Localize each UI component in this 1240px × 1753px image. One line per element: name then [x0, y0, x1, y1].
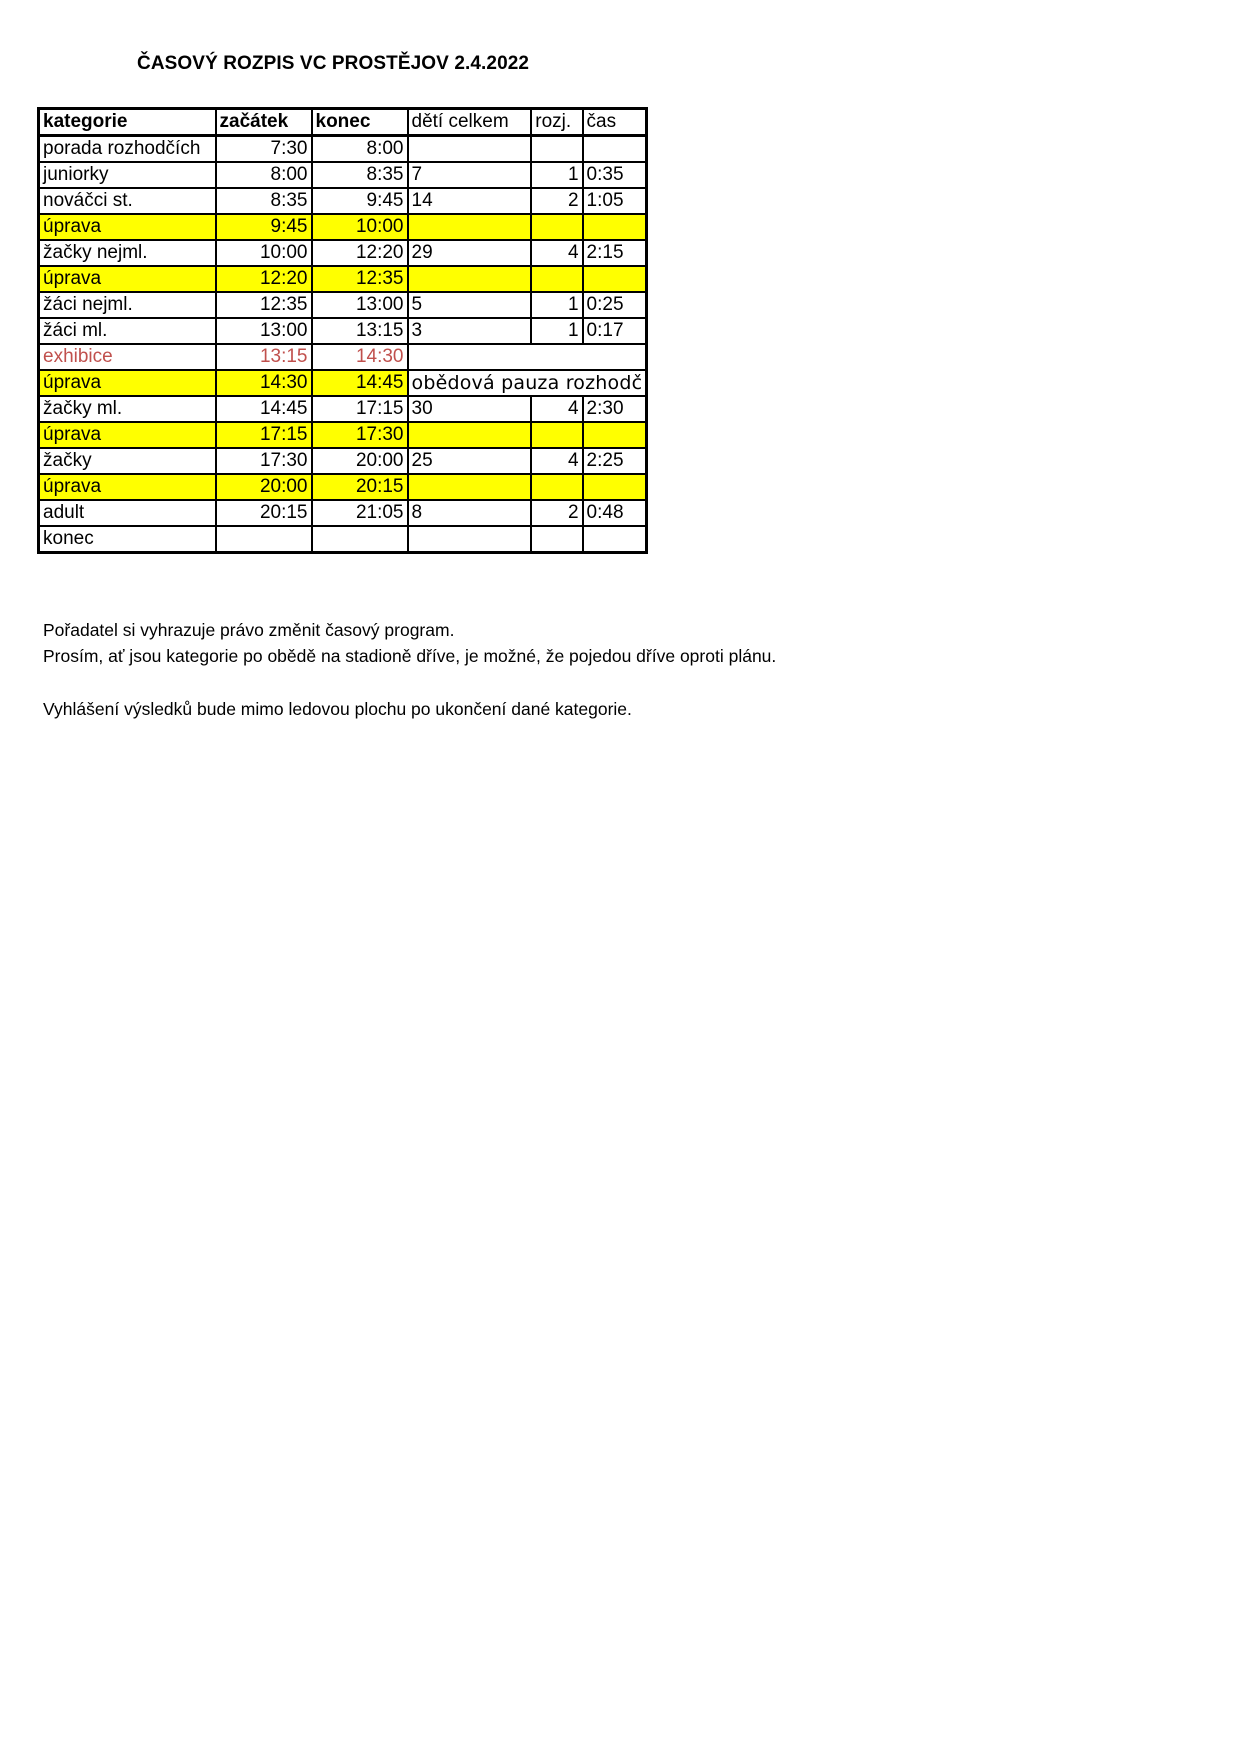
- table-row-highlighted: [39, 370, 647, 396]
- cell-end: 17:30: [312, 422, 408, 448]
- cell-kids: [408, 526, 532, 553]
- cell-start: 9:45: [216, 214, 312, 240]
- note-line: Pořadatel si vyhrazuje právo změnit časový program.: [43, 620, 455, 640]
- cell-rozj: 4: [531, 396, 582, 422]
- header-kids: dětí celkem: [408, 109, 532, 136]
- table-row: [39, 292, 647, 318]
- cell-time: 0:17: [583, 318, 647, 344]
- note-line: Prosím, ať jsou kategorie po obědě na stadioně dříve, je možné, že pojedou dříve oproti plánu.: [43, 646, 777, 666]
- table-row: [39, 188, 647, 214]
- cell-start: 20:00: [216, 474, 312, 500]
- page-title: ČASOVÝ ROZPIS VC PROSTĚJOV 2.4.2022: [137, 53, 530, 74]
- cell-start: [216, 526, 312, 553]
- cell-time: [583, 266, 647, 292]
- cell-category: žačky nejml.: [39, 240, 216, 266]
- cell-rozj: 4: [531, 240, 582, 266]
- cell-time: 1:05: [583, 188, 647, 214]
- cell-category: žačky: [39, 448, 216, 474]
- cell-start: 14:30: [216, 370, 312, 396]
- header-time: čas: [583, 109, 647, 136]
- cell-kids: 29: [408, 240, 532, 266]
- cell-start: 12:20: [216, 266, 312, 292]
- cell-end: 17:15: [312, 396, 408, 422]
- cell-end: 10:00: [312, 214, 408, 240]
- cell-rozj: 2: [531, 188, 582, 214]
- cell-end: 14:30: [312, 344, 408, 370]
- cell-kids: [408, 422, 532, 448]
- cell-category: nováčci st.: [39, 188, 216, 214]
- table-row: [39, 318, 647, 344]
- cell-rozj: [531, 526, 582, 553]
- cell-rozj: [531, 266, 582, 292]
- header-category: kategorie: [39, 109, 216, 136]
- cell-kids: 8: [408, 500, 532, 526]
- cell-kids: 5: [408, 292, 532, 318]
- cell-start: 13:00: [216, 318, 312, 344]
- cell-rozj: [531, 136, 582, 163]
- cell-kids: [408, 214, 532, 240]
- cell-kids: 14: [408, 188, 532, 214]
- cell-end: 21:05: [312, 500, 408, 526]
- cell-rozj: 4: [531, 448, 582, 474]
- cell-category: úprava: [39, 474, 216, 500]
- cell-rozj: 2: [531, 500, 582, 526]
- cell-kids: [408, 266, 532, 292]
- schedule-table: [37, 107, 648, 554]
- cell-empty-merged: [408, 344, 647, 370]
- cell-category: porada rozhodčích: [39, 136, 216, 163]
- cell-category: konec: [39, 526, 216, 553]
- cell-time: [583, 136, 647, 163]
- cell-time: 2:30: [583, 396, 647, 422]
- cell-start: 17:30: [216, 448, 312, 474]
- cell-start: 10:00: [216, 240, 312, 266]
- cell-kids: 30: [408, 396, 532, 422]
- table-row: [39, 526, 647, 553]
- cell-category: úprava: [39, 422, 216, 448]
- table-row: [39, 500, 647, 526]
- cell-category: exhibice: [39, 344, 216, 370]
- cell-time: 0:35: [583, 162, 647, 188]
- cell-time: [583, 474, 647, 500]
- cell-end: 13:00: [312, 292, 408, 318]
- lunch-break-note: obědová pauza rozhodč: [408, 370, 647, 396]
- cell-category: žáci nejml.: [39, 292, 216, 318]
- table-row-highlighted: [39, 266, 647, 292]
- cell-kids: [408, 136, 532, 163]
- cell-start: 17:15: [216, 422, 312, 448]
- header-start: začátek: [216, 109, 312, 136]
- table-row: [39, 240, 647, 266]
- cell-end: 12:20: [312, 240, 408, 266]
- cell-time: 0:48: [583, 500, 647, 526]
- table-row: [39, 448, 647, 474]
- cell-rozj: [531, 214, 582, 240]
- cell-end: 14:45: [312, 370, 408, 396]
- header-end: konec: [312, 109, 408, 136]
- cell-start: 13:15: [216, 344, 312, 370]
- cell-category: žáci ml.: [39, 318, 216, 344]
- cell-time: 2:25: [583, 448, 647, 474]
- cell-start: 12:35: [216, 292, 312, 318]
- cell-kids: 7: [408, 162, 532, 188]
- cell-end: 20:15: [312, 474, 408, 500]
- cell-end: 12:35: [312, 266, 408, 292]
- cell-rozj: [531, 474, 582, 500]
- cell-category: adult: [39, 500, 216, 526]
- cell-kids: 3: [408, 318, 532, 344]
- cell-time: [583, 526, 647, 553]
- note-line: Vyhlášení výsledků bude mimo ledovou plochu po ukončení dané kategorie.: [43, 699, 632, 719]
- cell-time: 0:25: [583, 292, 647, 318]
- cell-end: [312, 526, 408, 553]
- cell-end: 20:00: [312, 448, 408, 474]
- cell-start: 14:45: [216, 396, 312, 422]
- table-row-highlighted: [39, 474, 647, 500]
- cell-start: 8:00: [216, 162, 312, 188]
- table-row-highlighted: [39, 214, 647, 240]
- table-row: [39, 162, 647, 188]
- cell-category: žačky ml.: [39, 396, 216, 422]
- cell-kids: 25: [408, 448, 532, 474]
- notes-block: [43, 617, 776, 722]
- cell-rozj: 1: [531, 318, 582, 344]
- cell-end: 13:15: [312, 318, 408, 344]
- table-row-highlighted: [39, 422, 647, 448]
- cell-category: úprava: [39, 266, 216, 292]
- cell-end: 8:35: [312, 162, 408, 188]
- cell-time: 2:15: [583, 240, 647, 266]
- cell-start: 7:30: [216, 136, 312, 163]
- table-row: [39, 396, 647, 422]
- table-header-row: [39, 109, 647, 136]
- cell-kids: [408, 474, 532, 500]
- header-rozj: rozj.: [531, 109, 582, 136]
- cell-end: 9:45: [312, 188, 408, 214]
- cell-category: úprava: [39, 214, 216, 240]
- cell-time: [583, 422, 647, 448]
- cell-rozj: 1: [531, 292, 582, 318]
- cell-time: [583, 214, 647, 240]
- cell-end: 8:00: [312, 136, 408, 163]
- cell-category: úprava: [39, 370, 216, 396]
- table-row-exhibition: [39, 344, 647, 370]
- cell-rozj: [531, 422, 582, 448]
- cell-rozj: 1: [531, 162, 582, 188]
- cell-category: juniorky: [39, 162, 216, 188]
- table-row: [39, 136, 647, 163]
- cell-start: 20:15: [216, 500, 312, 526]
- cell-start: 8:35: [216, 188, 312, 214]
